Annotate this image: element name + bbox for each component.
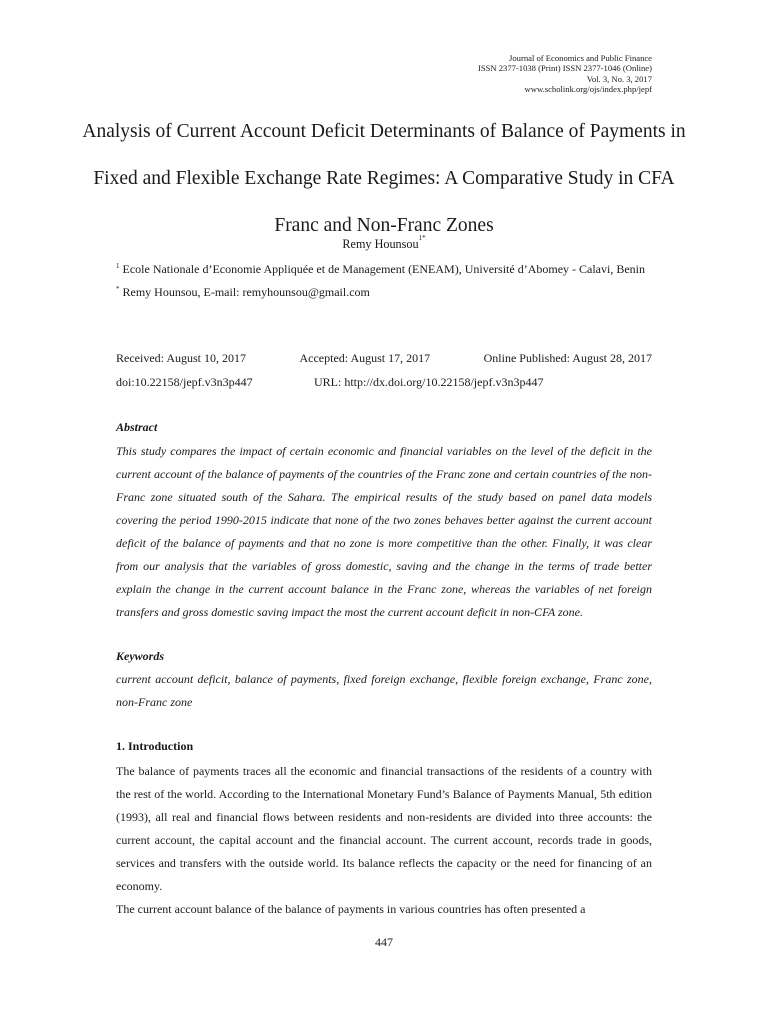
introduction-body xyxy=(116,760,652,921)
affiliation-marker: 1 xyxy=(116,262,120,270)
journal-url[interactable]: www.scholink.org/ojs/index.php/jepf xyxy=(524,84,652,95)
published-date: Online Published: August 28, 2017 xyxy=(483,351,652,365)
dates-row xyxy=(116,351,652,366)
author-line xyxy=(0,234,768,252)
accepted-date: Accepted: August 17, 2017 xyxy=(299,351,431,365)
keywords-heading: Keywords xyxy=(116,649,164,663)
author-marker: 1* xyxy=(418,234,426,242)
abstract-text: This study compares the impact of certain economic and financial variables on the level of the deficit in the current account of the balance of payments of the countries of the Franc zone and certain countries of the non-Franc zone situated south of the Sahara. The empirical results of the study based on panel data models covering the period 1990-2015 indicate that none of the two zones behaves better against the current account deficit of the balance of payments and that no zone is more competitive than the other. Finally, it was clear from our analysis that the variables of gross domestic, saving and the change in the terms of trade better explain the change in the current account balance in the Franc zone, whereas the variables of net foreign transfers and gross domestic saving impact the most the current account deficit in non-CFA zone. xyxy=(116,444,652,619)
doi-row xyxy=(116,375,652,390)
abstract-heading: Abstract xyxy=(116,420,158,434)
intro-paragraph: The current account balance of the balance of payments in various countries has often presented a xyxy=(116,902,586,916)
affiliations xyxy=(116,258,652,304)
keywords-text: current account deficit, balance of payments, fixed foreign exchange, flexible foreign exchange, Franc zone, non-Franc zone xyxy=(116,672,652,709)
author-name: Remy Hounsou xyxy=(342,237,419,251)
affiliation-text: Ecole Nationale d’Economie Appliquée et de Management (ENEAM), Université d’Abomey - Calavi, Benin xyxy=(122,262,646,276)
affiliation-marker: * xyxy=(116,285,120,293)
page-number: 447 xyxy=(375,935,393,949)
section-heading-introduction: 1. Introduction xyxy=(116,739,194,753)
journal-issn: ISSN 2377-1038 (Print) ISSN 2377-1046 (Online) xyxy=(477,63,652,74)
contact-email[interactable]: Remy Hounsou, E-mail: remyhounsou@gmail.com xyxy=(122,285,370,299)
paper-title: Analysis of Current Account Deficit Determinants of Balance of Payments in Fixed and Flexible Exchange Rate Regimes: A Comparative Study in CFA Franc and Non-Franc Zones xyxy=(82,121,686,236)
affiliation-contact xyxy=(116,281,652,304)
doi-url-link[interactable]: URL: http://dx.doi.org/10.22158/jepf.v3n3p447 xyxy=(314,375,544,389)
journal-header xyxy=(478,53,652,95)
received-date: Received: August 10, 2017 xyxy=(116,351,246,365)
journal-volume: Vol. 3, No. 3, 2017 xyxy=(586,73,652,84)
affiliation-1 xyxy=(116,258,652,281)
doi: doi:10.22158/jepf.v3n3p447 xyxy=(116,375,253,389)
intro-paragraph: The balance of payments traces all the economic and financial transactions of the residents of a country with the rest of the world. According to the International Monetary Fund’s Balance of Payments Manual, 5th edition (1993), all real and financial flows between residents and non-residents are divided into three accounts: the current account, the capital account and the financial account. The current account, records trade in goods, services and transfers with the outside world. Its balance reflects the capacity or the need for financing of an economy. xyxy=(116,764,652,893)
journal-name: Journal of Economics and Public Finance xyxy=(509,53,652,63)
